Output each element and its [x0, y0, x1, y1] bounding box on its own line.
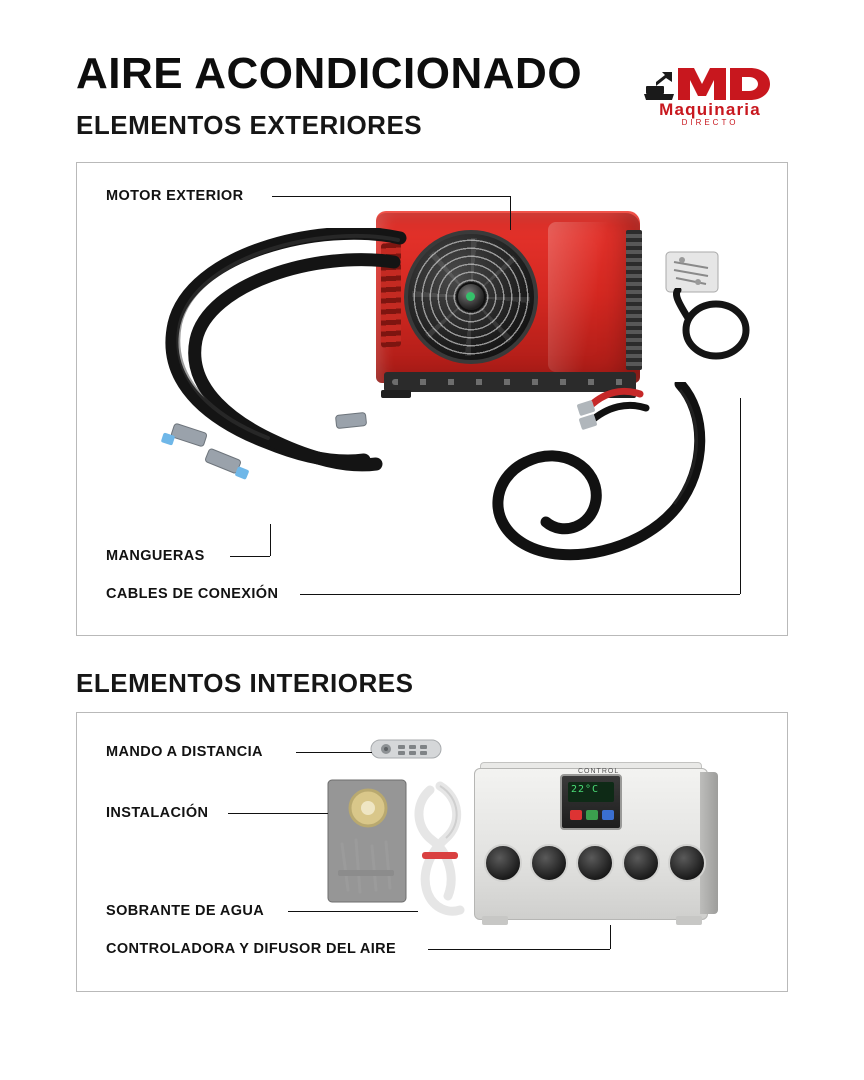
callout-instalacion: INSTALACIÓN — [106, 805, 209, 821]
air-vent-icon — [622, 844, 660, 882]
brand-logo — [632, 60, 788, 130]
leader-motor-exterior-h — [272, 196, 510, 197]
callout-sobrante-de-agua: SOBRANTE DE AGUA — [106, 903, 265, 919]
air-vent-icon — [668, 844, 706, 882]
interior-section-heading: ELEMENTOS INTERIORES — [76, 668, 414, 698]
logo-subtext: DIRECTO — [681, 118, 739, 127]
leader-mangueras-h — [230, 556, 270, 557]
logo-wordmark: Maquinaria — [659, 100, 761, 119]
control-panel-label: CONTROL — [578, 768, 620, 775]
evaporator-foot-right — [676, 916, 702, 925]
leader-mando-h — [296, 752, 372, 753]
fan-hub-indicator — [466, 292, 475, 301]
small-cable-coil — [672, 288, 758, 370]
evaporator-foot-left — [482, 916, 508, 925]
page-subtitle: ELEMENTOS EXTERIORES — [76, 110, 423, 140]
leader-motor-exterior-v — [510, 196, 511, 230]
leader-controladora-h — [428, 949, 610, 950]
evaporator-side-module — [700, 772, 718, 914]
connection-cables-artwork — [470, 382, 720, 602]
leader-controladora-v — [610, 925, 611, 949]
page-title: AIRE ACONDICIONADO — [76, 49, 583, 98]
logo-mark-icon — [632, 60, 788, 104]
callout-controladora-difusor: CONTROLADORA Y DIFUSOR DEL AIRE — [106, 941, 397, 957]
condenser-side-vent-right-icon — [626, 230, 642, 370]
leader-cables-h — [300, 594, 740, 595]
air-vent-icon — [576, 844, 614, 882]
control-button-power[interactable] — [570, 810, 582, 820]
leader-cables-v — [740, 398, 741, 594]
air-vent-icon — [530, 844, 568, 882]
callout-mando-a-distancia: MANDO A DISTANCIA — [106, 744, 263, 760]
leader-instalacion-h — [228, 813, 328, 814]
control-button-mode[interactable] — [586, 810, 598, 820]
leader-mangueras-v — [270, 524, 271, 556]
document-header — [76, 49, 788, 152]
leader-sobrante-h — [288, 911, 418, 912]
remote-control-icon — [370, 736, 442, 762]
drain-hose-icon — [412, 780, 470, 918]
installation-kit-icon — [324, 778, 410, 906]
hoses-artwork — [150, 228, 410, 518]
callout-motor-exterior: MOTOR EXTERIOR — [106, 188, 244, 204]
callout-mangueras: MANGUERAS — [106, 548, 205, 564]
air-vent-icon — [484, 844, 522, 882]
callout-cables-conexion: CABLES DE CONEXIÓN — [106, 586, 279, 602]
control-button-fan[interactable] — [602, 810, 614, 820]
control-display-text: 22°C — [571, 784, 600, 795]
condenser-highlight — [548, 222, 616, 372]
